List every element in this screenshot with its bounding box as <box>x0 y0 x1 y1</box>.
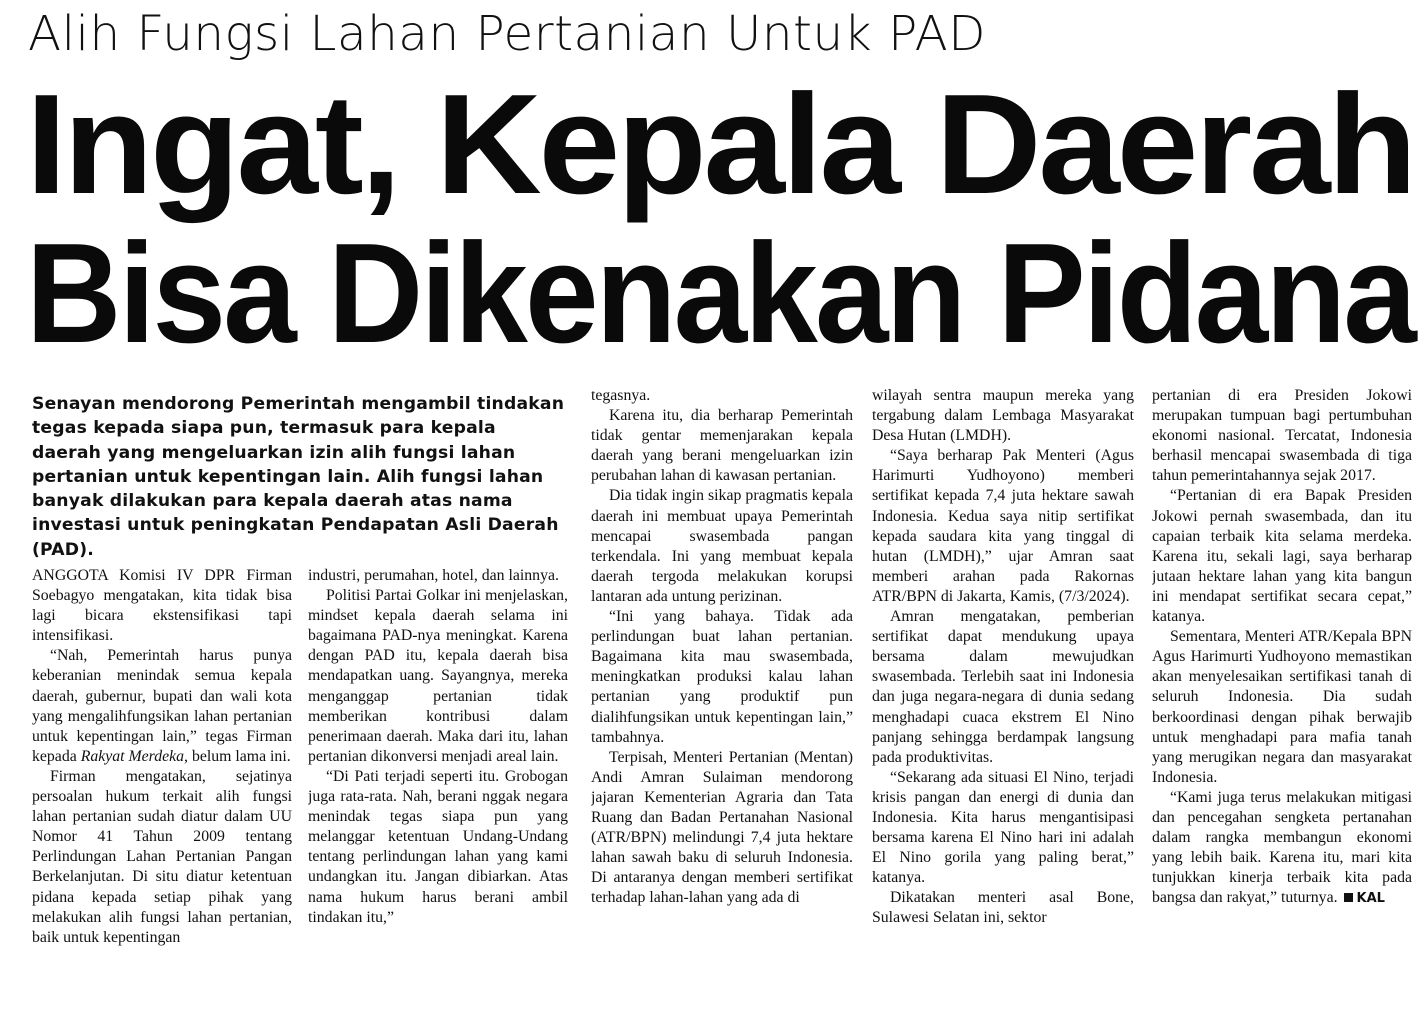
paragraph: “Nah, Pemerintah harus punya keberanian menindak semua kepala daerah, gubernur, bupati dan wali kota yang mengalihfungsikan lahan pertanian untuk kepentingan lain,” tegas Firman kepada Rakyat Merdeka, belum lama ini. <box>32 647 292 765</box>
lead-paragraph: Senayan mendorong Pemerintah mengambil tindakan tegas kepada siapa pun, termasuk para kepala daerah yang mengeluarkan izin alih fungsi lahan pertanian untuk kepentingan lain. Alih fungsi lahan banyak dilakukan para kepala daerah atas nama investasi untuk peningkatan Pendapatan Asli Daerah (PAD). <box>32 394 565 560</box>
paragraph: “Pertanian di era Bapak Presiden Jokowi pernah swasembada, dan itu capaian terbaik kita selama merdeka. Karena itu, sekali lagi, saya berharap jutaan hektare lahan yang kita bangun ini mendapat sertifikat secara cepat,” katanya. <box>1152 487 1412 626</box>
paragraph: wilayah sentra maupun mereka yang tergabung dalam Lembaga Masyarakat Desa Hutan (LMDH). <box>872 387 1134 445</box>
paragraph: “Ini yang bahaya. Tidak ada perlindungan buat lahan pertanian. Bagaimana kita mau swasembada, meningkatkan produksi kalau lahan pertanian yang produktif pun dialihfungsikan untuk kepentingan lain,” tambahnya. <box>591 608 853 746</box>
paragraph: “Kami juga terus melakukan mitigasi dan pencegahan sengketa pertanahan dalam rangka membangun ekonomi yang lebih baik. Karena itu, mari kita tunjukkan kinerja terbaik kita pada bangsa dan rakyat,” tuturnya. KAL <box>1152 788 1412 907</box>
paragraph: “Sekarang ada situasi El Nino, terjadi krisis pangan dan energi di dunia dan Indonesia. Kita harus mengantisipasi bersama karena El Nino hari ini adalah El Nino gorila yang paling berat,” katanya. <box>872 768 1134 887</box>
paragraph: Terpisah, Menteri Pertanian (Mentan) Andi Amran Sulaiman mendorong jajaran Kementerian Agraria dan Tata Ruang dan Badan Pertanahan Nasional (ATR/BPN) melindungi 7,4 juta hektare lahan sawah baku di seluruh Indonesia. Di antaranya dengan memberi sertifikat terhadap lahan-lahan yang ada di <box>591 748 853 907</box>
paragraph: “Saya berharap Pak Menteri (Agus Harimurti Yudhoyono) memberi sertifikat kepada 7,4 juta hektare sawah Indonesia. Kedua saya nitip sertifikat kepada saudara kita yang tinggal di hutan (LMDH),” ujar Amran saat memberi arahan pada Rakornas ATR/BPN di Jakarta, Kamis, (7/3/2024). <box>872 447 1134 605</box>
paragraph: Firman mengatakan, sejatinya persoalan hukum terkait alih fungsi lahan pertanian sudah diatur dalam UU Nomor 41 Tahun 2009 tentang Perlindungan Lahan Pertanian Pangan Berkelanjutan. Di situ diatur ketentuan pidana kepada setiap pihak yang melakukan alih fungsi lahan pertanian, baik untuk kepentingan <box>32 767 292 946</box>
paragraph: Politisi Partai Golkar ini menjelaskan, mindset kepala daerah selama ini bagaimana PAD-nya meningkat. Karena dengan PAD itu, kepala daerah bisa mendapatkan uang. Sayangnya, mereka menganggap pertanian tidak memberikan kontribusi dalam penerimaan daerah. Maka dari itu, lahan pertanian dikonversi menjadi areal lain. <box>308 587 568 765</box>
paragraph: Dikatakan menteri asal Bone, Sulawesi Selatan ini, sektor <box>872 889 1134 927</box>
paragraph: Amran mengatakan, pemberian sertifikat dapat mendukung upaya bersama dalam mewujudkan swasembada. Terlebih saat ini Indonesia dan juga negara-negara di dunia sedang menghadapi cuaca ekstrem El Nino panjang sehingga berdampak langsung pada produktivitas. <box>872 608 1134 766</box>
headline-line-1: Ingat, Kepala Daerah <box>26 65 1414 224</box>
body-column-4 <box>872 386 1134 1016</box>
paragraph: pertanian di era Presiden Jokowi merupakan tumpuan bagi pertumbuhan ekonomi nasional. Tercatat, Indonesia berhasil mencapai swasembada di tiga tahun pemerintahannya sejak 2017. <box>1152 387 1412 485</box>
body-column-1 <box>32 566 292 1016</box>
article-lead <box>32 392 568 560</box>
paragraph: Dia tidak ingin sikap pragmatis kepala daerah ini membuat upaya Pemerintah mencapai swasembada pangan terkendala. Ini yang membuat kepala daerah tergoda melakukan korupsi lantaran ada untung perizinan. <box>591 487 853 605</box>
paragraph: “Di Pati terjadi seperti itu. Grobogan juga rata-rata. Nah, berani nggak negara menindak tegas siapa pun yang melanggar ketentuan Undang-Undang tentang perlindungan lahan yang kami undangkan itu. Jangan dibiarkan. Atas nama hukum harus berani ambil tindakan itu,” <box>308 767 568 926</box>
author-signature: KAL <box>1356 891 1385 907</box>
publication-name: Rakyat Merdeka <box>80 747 185 765</box>
paragraph: tegasnya. <box>591 387 651 404</box>
article-kicker: Alih Fungsi Lahan Pertanian Untuk PAD <box>28 6 986 62</box>
paragraph: ANGGOTA Komisi IV DPR Firman Soebagyo mengatakan, kita tidak bisa lagi bicara ekstensifikasi tapi intensifikasi. <box>32 567 292 645</box>
paragraph: Karena itu, dia berharap Pemerintah tidak gentar memenjarakan kepala daerah yang berani mengeluarkan izin perubahan lahan di kawasan pertanian. <box>591 407 853 485</box>
body-column-3 <box>591 386 853 1016</box>
body-column-2 <box>308 566 568 1016</box>
end-mark-icon <box>1344 893 1353 902</box>
paragraph: industri, perumahan, hotel, dan lainnya. <box>308 567 559 584</box>
body-column-5 <box>1152 386 1412 1016</box>
headline-line-2: Bisa Dikenakan Pidana <box>26 214 1414 373</box>
paragraph: Sementara, Menteri ATR/Kepala BPN Agus Harimurti Yudhoyono memastikan akan menyelesaikan sertifikasi tanah di seluruh Indonesia. Dia sudah berkoordinasi dengan pihak berwajib untuk menghadapi para mafia tanah yang merugikan negara dan masyarakat Indonesia. <box>1152 628 1412 786</box>
